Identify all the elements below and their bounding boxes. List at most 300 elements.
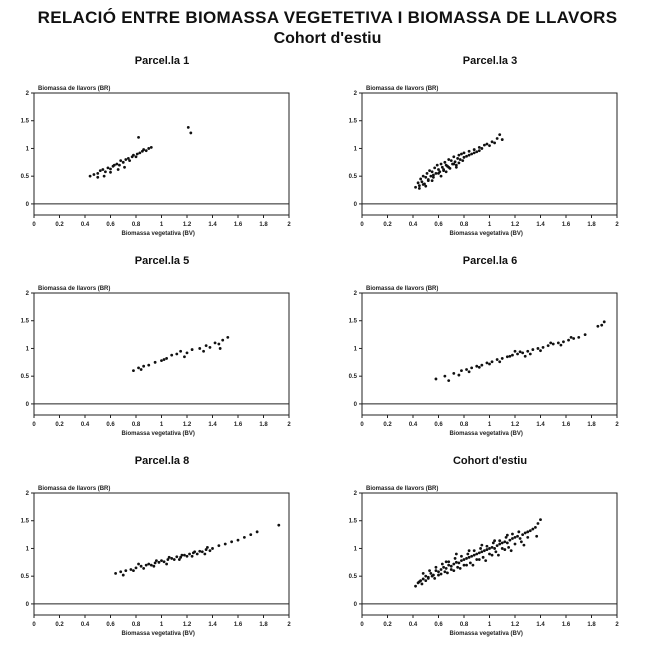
data-point bbox=[496, 544, 499, 547]
data-point bbox=[473, 554, 476, 557]
data-point bbox=[118, 164, 121, 167]
data-point bbox=[277, 524, 280, 527]
y-axis-label: Biomassa de llavors (BR) bbox=[38, 486, 111, 492]
data-point bbox=[178, 558, 181, 561]
data-point bbox=[482, 556, 485, 559]
chart-parcela-8 bbox=[12, 455, 312, 655]
y-tick-label: 1.5 bbox=[348, 118, 357, 125]
y-tick-label: 1 bbox=[25, 546, 29, 553]
data-point bbox=[480, 550, 483, 553]
data-point bbox=[460, 559, 463, 562]
data-point bbox=[175, 353, 178, 356]
x-tick-label: 1 bbox=[159, 422, 164, 428]
chart-title: Parcel.la 6 bbox=[462, 255, 518, 267]
data-point bbox=[472, 564, 475, 567]
data-point bbox=[443, 161, 446, 164]
data-point bbox=[493, 539, 496, 542]
data-point bbox=[484, 559, 487, 562]
data-point bbox=[201, 550, 204, 553]
data-point bbox=[486, 361, 489, 364]
data-point bbox=[422, 572, 425, 575]
data-point bbox=[542, 346, 545, 349]
chart-plot bbox=[12, 55, 312, 255]
figure-subtitle: Cohort d'estiu bbox=[273, 30, 382, 47]
x-tick-label: 1 bbox=[159, 622, 164, 628]
data-point bbox=[493, 142, 496, 145]
data-point bbox=[524, 532, 527, 535]
data-point bbox=[424, 176, 427, 179]
x-tick-label: 2 bbox=[615, 622, 619, 628]
data-point bbox=[480, 544, 483, 547]
data-point bbox=[422, 183, 425, 186]
data-point bbox=[435, 378, 438, 381]
data-point bbox=[119, 159, 122, 162]
data-point bbox=[249, 533, 252, 536]
data-point bbox=[160, 559, 163, 562]
chart-plot bbox=[340, 55, 640, 255]
x-tick-label: 0 bbox=[32, 422, 36, 428]
data-point bbox=[547, 344, 550, 347]
x-tick-label: 1 bbox=[487, 622, 492, 628]
data-point bbox=[130, 568, 133, 571]
data-point bbox=[519, 537, 522, 540]
data-point bbox=[468, 150, 471, 153]
data-point bbox=[498, 543, 501, 546]
data-point bbox=[483, 144, 486, 147]
data-point bbox=[458, 161, 461, 164]
data-point bbox=[440, 163, 443, 166]
data-point bbox=[535, 535, 538, 538]
data-point bbox=[450, 159, 453, 162]
x-tick-label: 1.2 bbox=[182, 422, 192, 428]
data-point bbox=[475, 150, 478, 153]
data-point bbox=[154, 361, 157, 364]
data-point bbox=[221, 339, 224, 342]
data-point bbox=[549, 342, 552, 345]
data-point bbox=[452, 569, 455, 572]
data-point bbox=[498, 360, 501, 363]
data-point bbox=[572, 337, 575, 340]
x-tick-label: 2 bbox=[615, 222, 619, 228]
data-point bbox=[181, 554, 184, 557]
data-point bbox=[140, 565, 143, 568]
x-tick-label: 0.8 bbox=[459, 622, 469, 628]
x-tick-label: 1.8 bbox=[259, 422, 268, 428]
x-tick-label: 0.2 bbox=[383, 422, 392, 428]
y-axis-label: Biomassa de llavors (BR) bbox=[366, 86, 439, 92]
data-point bbox=[109, 168, 112, 171]
data-point bbox=[138, 151, 141, 154]
data-point bbox=[501, 357, 504, 360]
data-point bbox=[163, 358, 166, 361]
y-tick-label: 0.5 bbox=[348, 574, 357, 581]
data-point bbox=[198, 550, 201, 553]
data-point bbox=[186, 555, 189, 558]
y-tick-label: 0.5 bbox=[348, 174, 357, 181]
data-point bbox=[478, 149, 481, 152]
data-point bbox=[119, 570, 122, 573]
y-tick-label: 1 bbox=[353, 546, 357, 553]
y-tick-label: 1.5 bbox=[348, 518, 357, 525]
data-point bbox=[521, 533, 524, 536]
x-tick-label: 0 bbox=[360, 222, 364, 228]
data-point bbox=[426, 172, 429, 175]
x-tick-label: 2 bbox=[615, 422, 619, 428]
data-point bbox=[491, 140, 494, 143]
data-point bbox=[486, 548, 489, 551]
x-tick-label: 1.8 bbox=[259, 622, 268, 628]
data-point bbox=[443, 570, 446, 573]
data-point bbox=[421, 180, 424, 183]
plot-frame bbox=[362, 93, 617, 215]
data-point bbox=[511, 354, 514, 357]
data-point bbox=[516, 535, 519, 538]
data-point bbox=[140, 368, 143, 371]
plot-frame bbox=[34, 293, 289, 415]
data-point bbox=[109, 171, 112, 174]
data-point bbox=[135, 155, 138, 158]
data-point bbox=[429, 175, 432, 178]
data-point bbox=[137, 366, 140, 369]
data-point bbox=[447, 158, 450, 161]
data-point bbox=[217, 544, 220, 547]
x-axis-label: Biomassa vegetativa (BV) bbox=[449, 231, 523, 237]
data-point bbox=[440, 568, 443, 571]
y-tick-label: 1.5 bbox=[20, 518, 29, 525]
x-tick-label: 0.8 bbox=[131, 422, 141, 428]
x-tick-label: 1.4 bbox=[208, 622, 217, 628]
data-point bbox=[600, 324, 603, 327]
data-point bbox=[104, 170, 107, 173]
data-point bbox=[465, 368, 468, 371]
x-tick-label: 0.4 bbox=[408, 622, 418, 628]
data-point bbox=[539, 518, 542, 521]
data-point bbox=[89, 175, 92, 178]
data-point bbox=[443, 375, 446, 378]
data-point bbox=[524, 355, 527, 358]
data-point bbox=[168, 556, 171, 559]
x-tick-label: 0.4 bbox=[408, 422, 418, 428]
data-point bbox=[501, 138, 504, 141]
data-point bbox=[455, 553, 458, 556]
data-point bbox=[521, 351, 524, 354]
chart-cohort-estiu bbox=[340, 455, 640, 655]
data-point bbox=[170, 557, 173, 560]
chart-plot bbox=[340, 255, 640, 455]
data-point bbox=[414, 585, 417, 588]
data-point bbox=[186, 351, 189, 354]
data-point bbox=[458, 561, 461, 564]
x-tick-label: 1.2 bbox=[510, 422, 520, 428]
data-point bbox=[514, 536, 517, 539]
data-point bbox=[447, 564, 450, 567]
data-point bbox=[435, 569, 438, 572]
data-point bbox=[526, 536, 529, 539]
data-point bbox=[478, 558, 481, 561]
data-point bbox=[501, 542, 504, 545]
data-point bbox=[214, 342, 217, 345]
data-point bbox=[173, 558, 176, 561]
x-tick-label: 1.6 bbox=[233, 622, 243, 628]
data-point bbox=[470, 153, 473, 156]
x-tick-label: 1.2 bbox=[510, 622, 520, 628]
data-point bbox=[183, 554, 186, 557]
data-point bbox=[160, 359, 163, 362]
y-tick-label: 0 bbox=[353, 601, 357, 608]
data-point bbox=[447, 166, 450, 169]
data-point bbox=[435, 172, 438, 175]
data-point bbox=[142, 567, 145, 570]
data-point bbox=[165, 357, 168, 360]
data-point bbox=[418, 187, 421, 190]
data-point bbox=[437, 172, 440, 175]
data-point bbox=[577, 336, 580, 339]
data-point bbox=[465, 155, 468, 158]
x-tick-label: 1.2 bbox=[510, 222, 520, 228]
y-tick-label: 2 bbox=[353, 91, 357, 97]
data-point bbox=[433, 577, 436, 580]
data-point bbox=[584, 333, 587, 336]
data-point bbox=[429, 572, 432, 575]
x-tick-label: 0.4 bbox=[408, 222, 418, 228]
data-point bbox=[470, 366, 473, 369]
data-point bbox=[124, 158, 127, 161]
data-point bbox=[147, 364, 150, 367]
data-point bbox=[206, 546, 209, 549]
data-point bbox=[417, 181, 420, 184]
data-point bbox=[422, 175, 425, 178]
data-point bbox=[516, 353, 519, 356]
data-point bbox=[155, 559, 158, 562]
data-point bbox=[534, 526, 537, 529]
x-tick-label: 1 bbox=[487, 422, 492, 428]
data-point bbox=[428, 169, 431, 172]
data-point bbox=[510, 549, 513, 552]
data-point bbox=[488, 553, 491, 556]
y-tick-label: 0 bbox=[25, 601, 29, 608]
chart-title: Cohort d'estiu bbox=[452, 455, 528, 467]
x-tick-label: 0.8 bbox=[131, 622, 141, 628]
chart-parcela-3 bbox=[340, 55, 640, 255]
data-point bbox=[498, 539, 501, 542]
data-point bbox=[514, 543, 517, 546]
x-tick-label: 1.4 bbox=[536, 622, 545, 628]
chart-plot bbox=[12, 255, 312, 455]
x-tick-label: 1.4 bbox=[536, 222, 545, 228]
x-tick-label: 0.4 bbox=[80, 422, 90, 428]
data-point bbox=[433, 166, 436, 169]
data-point bbox=[473, 148, 476, 151]
data-point bbox=[93, 173, 96, 176]
data-point bbox=[470, 555, 473, 558]
data-point bbox=[447, 379, 450, 382]
x-tick-label: 2 bbox=[287, 622, 291, 628]
data-point bbox=[455, 166, 458, 169]
x-tick-label: 0.6 bbox=[106, 422, 115, 428]
data-point bbox=[519, 350, 522, 353]
data-point bbox=[539, 349, 542, 352]
data-point bbox=[511, 533, 514, 536]
data-point bbox=[424, 579, 427, 582]
data-point bbox=[603, 320, 606, 323]
x-tick-label: 0.8 bbox=[131, 222, 141, 228]
y-axis-label: Biomassa de llavors (BR) bbox=[366, 486, 439, 492]
data-point bbox=[475, 558, 478, 561]
data-point bbox=[537, 347, 540, 350]
x-tick-label: 0.6 bbox=[434, 622, 443, 628]
data-point bbox=[437, 574, 440, 577]
y-tick-label: 0.5 bbox=[20, 374, 29, 381]
y-tick-label: 0 bbox=[25, 201, 29, 208]
x-tick-label: 1.6 bbox=[233, 222, 243, 228]
x-tick-label: 1.4 bbox=[208, 422, 217, 428]
data-point bbox=[193, 550, 196, 553]
data-point bbox=[418, 184, 421, 187]
data-point bbox=[552, 343, 555, 346]
x-axis-label: Biomassa vegetativa (BV) bbox=[449, 631, 523, 637]
data-point bbox=[132, 154, 135, 157]
data-point bbox=[506, 542, 509, 545]
data-point bbox=[478, 551, 481, 554]
data-point bbox=[132, 369, 135, 372]
data-point bbox=[567, 339, 570, 342]
x-axis-label: Biomassa vegetativa (BV) bbox=[449, 431, 523, 437]
data-point bbox=[424, 185, 427, 188]
data-point bbox=[509, 355, 512, 358]
data-point bbox=[256, 530, 259, 533]
data-point bbox=[432, 176, 435, 179]
data-point bbox=[150, 564, 153, 567]
x-tick-label: 0.2 bbox=[55, 422, 64, 428]
data-point bbox=[560, 344, 563, 347]
x-tick-label: 1.2 bbox=[182, 622, 192, 628]
y-tick-label: 1.5 bbox=[20, 318, 29, 325]
data-point bbox=[486, 545, 489, 548]
data-point bbox=[491, 554, 494, 557]
data-point bbox=[496, 358, 499, 361]
data-point bbox=[562, 340, 565, 343]
data-point bbox=[189, 132, 192, 135]
data-point bbox=[128, 159, 131, 162]
data-point bbox=[237, 539, 240, 542]
data-point bbox=[531, 528, 534, 531]
y-tick-label: 0 bbox=[25, 401, 29, 408]
data-point bbox=[422, 578, 425, 581]
chart-plot bbox=[12, 455, 312, 655]
data-point bbox=[137, 136, 140, 139]
chart-parcela-1 bbox=[12, 55, 312, 255]
data-point bbox=[175, 555, 178, 558]
data-point bbox=[418, 580, 421, 583]
data-point bbox=[187, 126, 190, 129]
data-point bbox=[529, 353, 532, 356]
x-axis-label: Biomassa vegetativa (BV) bbox=[121, 231, 195, 237]
data-point bbox=[442, 566, 445, 569]
data-point bbox=[469, 561, 472, 564]
data-point bbox=[165, 563, 168, 566]
data-point bbox=[211, 547, 214, 550]
x-tick-label: 0.2 bbox=[383, 622, 392, 628]
x-tick-label: 1.4 bbox=[536, 422, 545, 428]
data-point bbox=[147, 563, 150, 566]
data-point bbox=[456, 566, 459, 569]
x-tick-label: 0 bbox=[32, 622, 36, 628]
data-point bbox=[488, 547, 491, 550]
data-point bbox=[243, 536, 246, 539]
data-point bbox=[514, 350, 517, 353]
data-point bbox=[503, 540, 506, 543]
x-tick-label: 0.8 bbox=[459, 222, 469, 228]
y-tick-label: 1.5 bbox=[20, 118, 29, 125]
data-point bbox=[465, 557, 468, 560]
data-point bbox=[478, 146, 481, 149]
data-point bbox=[526, 530, 529, 533]
data-point bbox=[205, 344, 208, 347]
data-point bbox=[497, 554, 500, 557]
data-point bbox=[537, 522, 540, 525]
y-tick-label: 2 bbox=[353, 491, 357, 497]
y-tick-label: 2 bbox=[25, 91, 29, 97]
data-point bbox=[459, 567, 462, 570]
chart-plot bbox=[340, 455, 640, 655]
x-tick-label: 0.6 bbox=[106, 222, 115, 228]
data-point bbox=[460, 369, 463, 372]
x-tick-label: 1 bbox=[487, 222, 492, 228]
x-tick-label: 0.2 bbox=[383, 222, 392, 228]
data-point bbox=[441, 563, 444, 566]
data-point bbox=[440, 573, 443, 576]
plot-frame bbox=[34, 93, 289, 215]
x-tick-label: 1.8 bbox=[587, 622, 596, 628]
x-tick-label: 1.6 bbox=[233, 422, 243, 428]
data-point bbox=[455, 561, 458, 564]
data-point bbox=[188, 553, 191, 556]
data-point bbox=[488, 144, 491, 147]
chart-title: Parcel.la 5 bbox=[134, 255, 190, 267]
y-tick-label: 0.5 bbox=[348, 374, 357, 381]
data-point bbox=[468, 549, 471, 552]
data-point bbox=[503, 548, 506, 551]
data-point bbox=[463, 558, 466, 561]
data-point bbox=[142, 365, 145, 368]
data-point bbox=[437, 570, 440, 573]
data-point bbox=[209, 346, 212, 349]
data-point bbox=[179, 350, 182, 353]
x-tick-label: 2 bbox=[287, 222, 291, 228]
y-tick-label: 2 bbox=[25, 291, 29, 297]
data-point bbox=[507, 546, 510, 549]
data-point bbox=[158, 561, 161, 564]
data-point bbox=[480, 147, 483, 150]
data-point bbox=[202, 350, 205, 353]
y-tick-label: 2 bbox=[353, 291, 357, 297]
data-point bbox=[526, 350, 529, 353]
x-axis-label: Biomassa vegetativa (BV) bbox=[121, 631, 195, 637]
data-point bbox=[123, 166, 126, 169]
data-point bbox=[496, 137, 499, 140]
data-point bbox=[150, 146, 153, 149]
data-point bbox=[509, 539, 512, 542]
data-point bbox=[428, 569, 431, 572]
data-point bbox=[183, 355, 186, 358]
data-point bbox=[440, 175, 443, 178]
x-tick-label: 1.8 bbox=[587, 222, 596, 228]
data-point bbox=[132, 569, 135, 572]
x-tick-label: 0.6 bbox=[434, 222, 443, 228]
data-point bbox=[170, 354, 173, 357]
data-point bbox=[456, 157, 459, 160]
data-point bbox=[115, 163, 118, 166]
